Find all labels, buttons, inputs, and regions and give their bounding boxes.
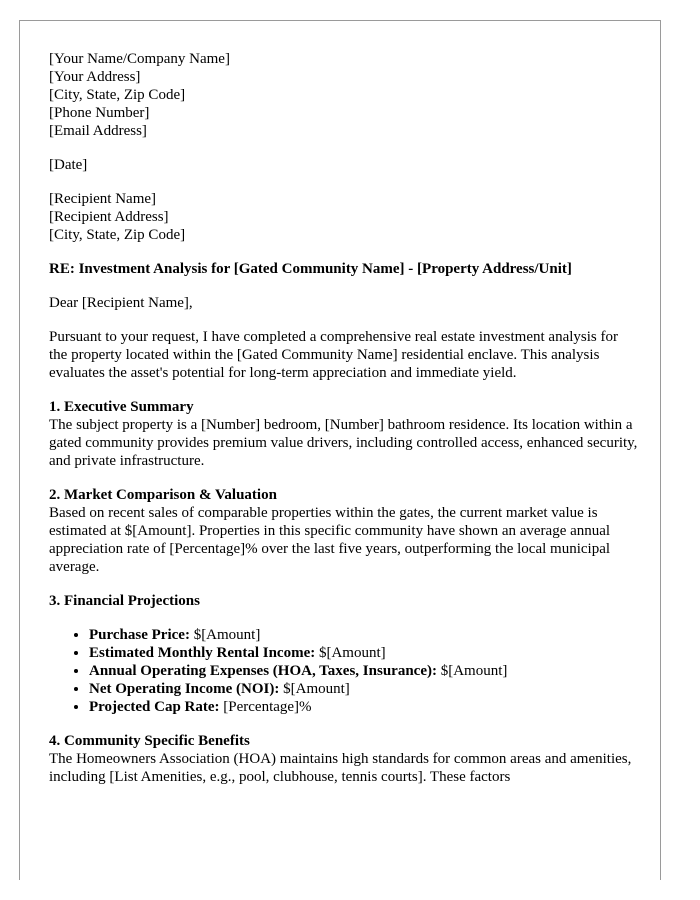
recipient-city: [City, State, Zip Code] [49, 227, 186, 243]
section-body: Based on recent sales of comparable properties within the gates, the current market value is estimated at $[Amount]. Properties in this specific community have shown an average annual appreciation rate of [Percentage]% over the last five years, outperforming the local municipal average. [49, 505, 611, 575]
list-item-term: Annual Operating Expenses (HOA, Taxes, Insurance): [89, 663, 437, 679]
list-item-value: $[Amount] [189, 627, 261, 643]
section-heading: 1. Executive Summary [49, 399, 194, 415]
intro-paragraph: Pursuant to your request, I have completed a comprehensive real estate investment analysis for the property located within the [Gated Community Name] residential enclave. This analysis evaluates the asset's potential for long-term appreciation and immediate yield. [49, 329, 618, 381]
recipient-address: [Recipient Address] [49, 209, 169, 225]
sender-email: [Email Address] [49, 123, 147, 139]
sender-city: [City, State, Zip Code] [49, 87, 186, 103]
list-item [89, 662, 639, 680]
list-item-term: Net Operating Income (NOI): [89, 681, 280, 697]
subject-line: RE: Investment Analysis for [Gated Community Name] - [Property Address/Unit] [49, 261, 572, 277]
date-block [49, 156, 639, 174]
letter-page [19, 20, 661, 880]
list-item [89, 626, 639, 644]
list-item-term: Purchase Price: [89, 627, 190, 643]
list-item-value: $[Amount] [279, 681, 350, 697]
letter-content [49, 50, 639, 802]
recipient-block [49, 190, 639, 244]
section-financial-projections-heading: 3. Financial Projections [49, 593, 200, 609]
list-item-term: Projected Cap Rate: [89, 699, 220, 715]
sender-name: [Your Name/Company Name] [49, 51, 230, 67]
section-heading: 4. Community Specific Benefits [49, 733, 250, 749]
section-community-benefits [49, 732, 639, 786]
financial-projections-list [49, 626, 639, 716]
salutation: Dear [Recipient Name], [49, 295, 193, 311]
list-item-term: Estimated Monthly Rental Income: [89, 645, 316, 661]
section-heading: 2. Market Comparison & Valuation [49, 487, 277, 503]
section-executive-summary [49, 398, 639, 470]
section-market-comparison [49, 486, 639, 576]
sender-phone: [Phone Number] [49, 105, 150, 121]
list-item [89, 644, 639, 662]
list-item-value: $[Amount] [315, 645, 386, 661]
list-item [89, 698, 639, 716]
recipient-name: [Recipient Name] [49, 191, 157, 207]
section-body: The subject property is a [Number] bedroom, [Number] bathroom residence. Its location within a gated community provides premium value drivers, including controlled access, enhanced security, and private infrastructure. [49, 417, 638, 469]
sender-block [49, 50, 639, 140]
sender-address: [Your Address] [49, 69, 141, 85]
list-item-value: [Percentage]% [219, 699, 312, 715]
section-body: The Homeowners Association (HOA) maintains high standards for common areas and amenities, including [List Amenities, e.g., pool, clubhouse, tennis courts]. These factors [49, 751, 632, 785]
list-item [89, 680, 639, 698]
letter-date: [Date] [49, 157, 88, 173]
list-item-value: $[Amount] [436, 663, 508, 679]
